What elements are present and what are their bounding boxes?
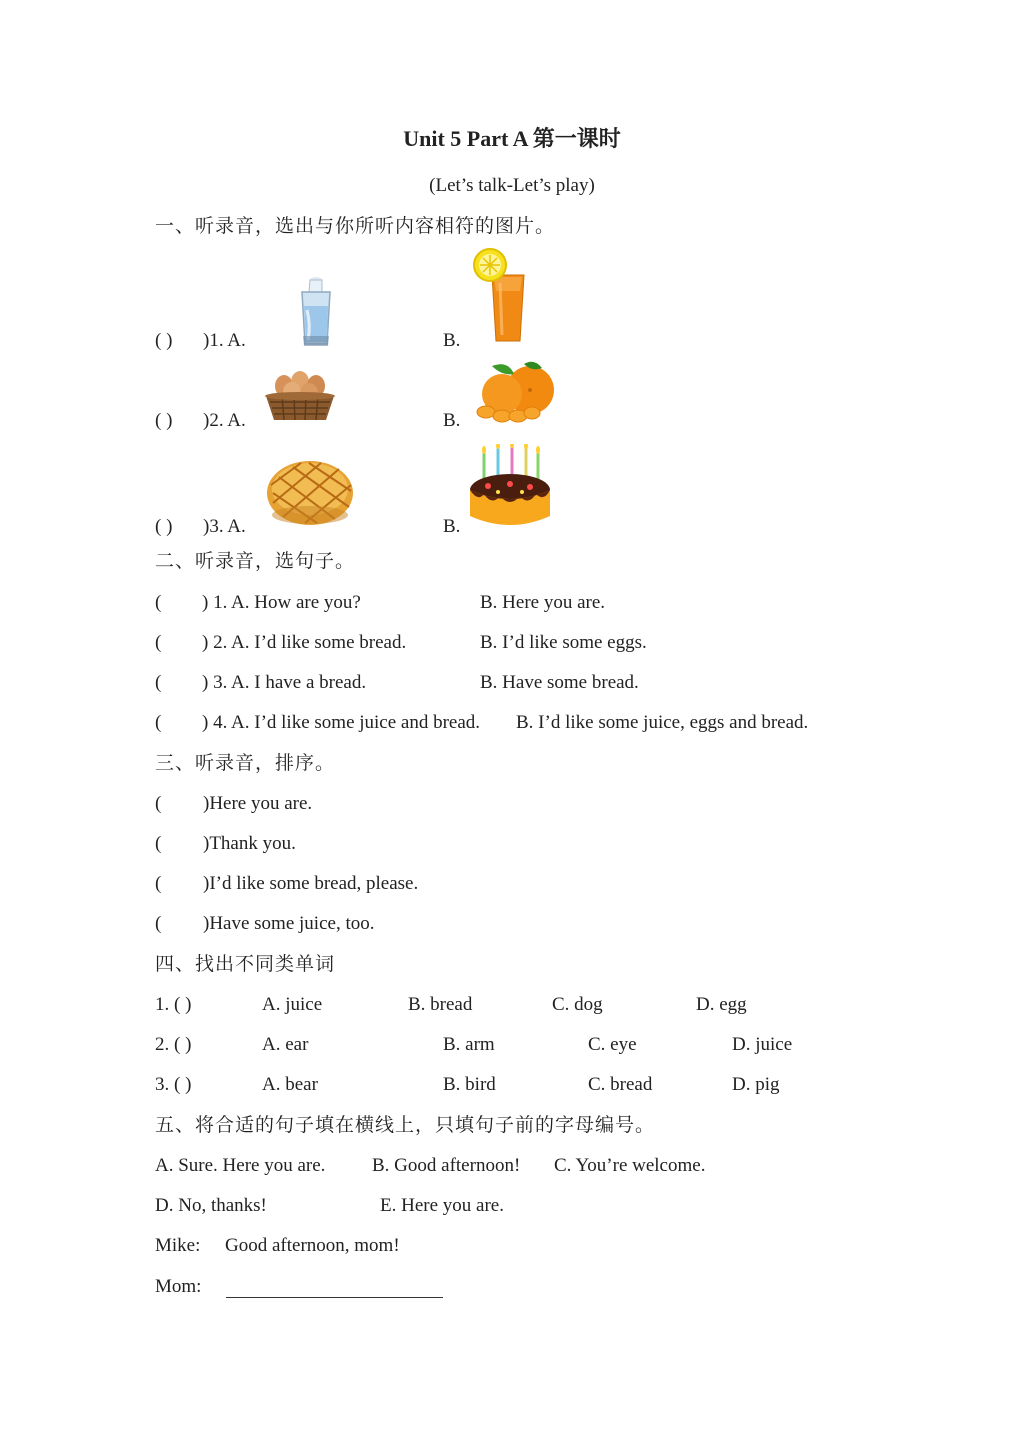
s1-q1-option-b: B. <box>443 330 461 351</box>
s3-item3-paren[interactable]: ( <box>155 873 162 894</box>
page-title: Unit 5 Part A 第一课时 <box>403 126 621 151</box>
bread-icon <box>265 455 355 527</box>
dialogue-speaker-1: Mike: <box>155 1235 201 1256</box>
s1-q3-paren[interactable]: ( ) <box>155 516 173 537</box>
s1-q2-option-b: B. <box>443 410 461 431</box>
s2-q4-option-b: B. I’d like some juice, eggs and bread. <box>516 712 809 733</box>
s4-q1-number[interactable]: 1. ( ) <box>155 994 192 1015</box>
eggs-basket-icon <box>262 368 338 424</box>
s3-item4-paren[interactable]: ( <box>155 913 162 934</box>
s2-q4-paren[interactable]: ( <box>155 712 162 733</box>
s4-q3-d: D. pig <box>732 1074 780 1095</box>
dialogue-speaker-2: Mom: <box>155 1276 202 1297</box>
s5-choice-a: A. Sure. Here you are. <box>155 1155 326 1176</box>
s5-choice-d: D. No, thanks! <box>155 1195 267 1216</box>
s2-q2-paren[interactable]: ( <box>155 632 162 653</box>
s5-choice-b: B. Good afternoon! <box>372 1155 521 1176</box>
section-4-heading: 四、找出不同类单词 <box>155 953 336 975</box>
s2-q3-option-a: ) 3. A. I have a bread. <box>202 672 367 693</box>
s3-item1-text: )Here you are. <box>203 793 313 814</box>
s4-q2-number[interactable]: 2. ( ) <box>155 1034 192 1055</box>
s3-item2-paren[interactable]: ( <box>155 833 162 854</box>
oranges-icon <box>472 360 568 424</box>
s4-q3-a: A. bear <box>262 1074 318 1095</box>
s4-q1-a: A. juice <box>262 994 323 1015</box>
s4-q3-c: C. bread <box>588 1074 653 1095</box>
s5-choice-e: E. Here you are. <box>380 1195 504 1216</box>
s3-item4-text: )Have some juice, too. <box>203 913 375 934</box>
s4-q3-b: B. bird <box>443 1074 496 1095</box>
s2-q1-option-a: ) 1. A. How are you? <box>202 592 361 613</box>
s1-q2-label: )2. A. <box>203 410 246 431</box>
s2-q2-option-a: ) 2. A. I’d like some bread. <box>202 632 407 653</box>
s4-q2-b: B. arm <box>443 1034 495 1055</box>
dialogue-line-1: Good afternoon, mom! <box>225 1235 400 1256</box>
s1-q2-paren[interactable]: ( ) <box>155 410 173 431</box>
s4-q2-a: A. ear <box>262 1034 309 1055</box>
s4-q1-d: D. egg <box>696 994 747 1015</box>
s2-q3-paren[interactable]: ( <box>155 672 162 693</box>
s4-q2-c: C. eye <box>588 1034 637 1055</box>
s2-q1-paren[interactable]: ( <box>155 592 162 613</box>
answer-blank-line[interactable] <box>226 1297 443 1298</box>
orange-juice-icon <box>470 247 532 345</box>
s1-q3-option-b: B. <box>443 516 461 537</box>
s4-q3-number[interactable]: 3. ( ) <box>155 1074 192 1095</box>
page-subtitle: (Let’s talk-Let’s play) <box>429 175 595 196</box>
s2-q3-option-b: B. Have some bread. <box>480 672 639 693</box>
s5-choice-c: C. You’re welcome. <box>554 1155 706 1176</box>
section-5-heading: 五、将合适的句子填在横线上，只填句子前的字母编号。 <box>155 1114 656 1136</box>
s2-q4-option-a: ) 4. A. I’d like some juice and bread. <box>202 712 481 733</box>
s2-q1-option-b: B. Here you are. <box>480 592 606 613</box>
s3-item3-text: )I’d like some bread, please. <box>203 873 419 894</box>
birthday-cake-icon <box>468 444 552 532</box>
water-glass-icon <box>295 270 337 350</box>
s1-q1-label: )1. A. <box>203 330 246 351</box>
s2-q2-option-b: B. I’d like some eggs. <box>480 632 647 653</box>
s1-q1-paren[interactable]: ( ) <box>155 330 173 351</box>
s1-q3-label: )3. A. <box>203 516 246 537</box>
section-1-heading: 一、听录音，选出与你所听内容相符的图片。 <box>155 215 556 237</box>
section-3-heading: 三、听录音，排序。 <box>155 752 336 774</box>
s4-q2-d: D. juice <box>732 1034 793 1055</box>
section-2-heading: 二、听录音，选句子。 <box>155 550 356 572</box>
s4-q1-c: C. dog <box>552 994 603 1015</box>
s4-q1-b: B. bread <box>408 994 473 1015</box>
s3-item2-text: )Thank you. <box>203 833 296 854</box>
s3-item1-paren[interactable]: ( <box>155 793 162 814</box>
